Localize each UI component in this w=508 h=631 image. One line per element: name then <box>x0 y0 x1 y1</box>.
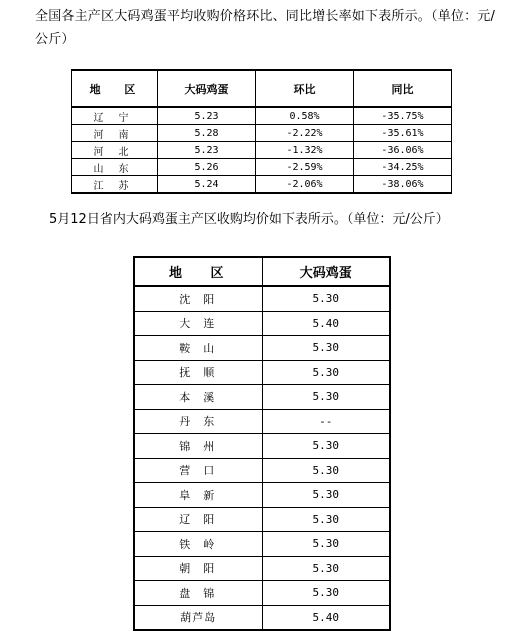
yoy-cell: -35.61% <box>354 125 452 142</box>
header-region: 地 区 <box>134 257 262 286</box>
intro-paragraph: 全国各主产区大码鸡蛋平均收购价格环比、同比增长率如下表所示。（单位：元/公斤） <box>35 9 496 47</box>
table-row <box>72 125 452 142</box>
city-cell: 锦州 <box>134 434 262 459</box>
price-cell: 5.30 <box>262 507 390 532</box>
table-row <box>134 458 390 483</box>
price-cell: 5.30 <box>262 581 390 606</box>
price-cell: 5.40 <box>262 605 390 630</box>
table-row <box>134 286 390 311</box>
mom-cell: -1.32% <box>256 142 354 159</box>
province-price-table <box>71 69 452 194</box>
region-cell: 江苏 <box>72 176 158 194</box>
price-cell: 5.30 <box>262 385 390 410</box>
table-row <box>134 385 390 410</box>
price-cell: 5.30 <box>262 434 390 459</box>
price-cell: 5.30 <box>262 483 390 508</box>
region-cell: 河南 <box>72 125 158 142</box>
table-row <box>72 142 452 159</box>
price-cell: 5.24 <box>158 176 256 194</box>
mom-cell: 0.58% <box>256 107 354 125</box>
table-row <box>72 107 452 125</box>
mom-cell: -2.22% <box>256 125 354 142</box>
city-cell: 鞍山 <box>134 336 262 361</box>
city-cell: 丹东 <box>134 409 262 434</box>
price-cell: 5.23 <box>158 142 256 159</box>
city-price-table <box>133 256 391 631</box>
price-cell: 5.26 <box>158 159 256 176</box>
city-cell: 铁岭 <box>134 532 262 557</box>
table-row <box>134 336 390 361</box>
city-cell: 朝阳 <box>134 556 262 581</box>
price-cell: 5.40 <box>262 311 390 336</box>
price-cell: 5.28 <box>158 125 256 142</box>
yoy-cell: -36.06% <box>354 142 452 159</box>
table-row <box>134 409 390 434</box>
table-row <box>134 581 390 606</box>
price-cell: 5.23 <box>158 107 256 125</box>
table-row <box>134 507 390 532</box>
city-cell: 盘锦 <box>134 581 262 606</box>
yoy-cell: -35.75% <box>354 107 452 125</box>
table-row <box>134 483 390 508</box>
city-cell: 抚顺 <box>134 360 262 385</box>
city-cell: 大连 <box>134 311 262 336</box>
price-cell: 5.30 <box>262 336 390 361</box>
table-row <box>134 360 390 385</box>
table-header-row <box>72 70 452 107</box>
city-cell: 沈阳 <box>134 286 262 311</box>
mom-cell: -2.59% <box>256 159 354 176</box>
price-cell: 5.30 <box>262 286 390 311</box>
header-large-egg: 大码鸡蛋 <box>262 257 390 286</box>
city-cell: 阜新 <box>134 483 262 508</box>
header-large-egg: 大码鸡蛋 <box>158 70 256 107</box>
table-row <box>134 311 390 336</box>
price-cell: 5.30 <box>262 360 390 385</box>
price-cell: 5.30 <box>262 532 390 557</box>
city-cell: 辽阳 <box>134 507 262 532</box>
table-header-row <box>134 257 390 286</box>
table-row <box>134 605 390 630</box>
region-cell: 辽宁 <box>72 107 158 125</box>
table-row <box>134 556 390 581</box>
region-cell: 山东 <box>72 159 158 176</box>
city-cell: 营口 <box>134 458 262 483</box>
city-cell: 葫芦岛 <box>134 605 262 630</box>
yoy-cell: -34.25% <box>354 159 452 176</box>
header-yoy: 同比 <box>354 70 452 107</box>
table-row <box>72 159 452 176</box>
mom-cell: -2.06% <box>256 176 354 194</box>
table-row <box>72 176 452 194</box>
price-cell: -- <box>262 409 390 434</box>
table-row <box>134 532 390 557</box>
second-paragraph: 5月12日省内大码鸡蛋主产区收购均价如下表所示。（单位：元/公斤） <box>49 212 449 227</box>
city-cell: 本溪 <box>134 385 262 410</box>
header-mom: 环比 <box>256 70 354 107</box>
table-row <box>134 434 390 459</box>
price-cell: 5.30 <box>262 556 390 581</box>
header-region: 地 区 <box>72 70 158 107</box>
region-cell: 河北 <box>72 142 158 159</box>
yoy-cell: -38.06% <box>354 176 452 194</box>
price-cell: 5.30 <box>262 458 390 483</box>
